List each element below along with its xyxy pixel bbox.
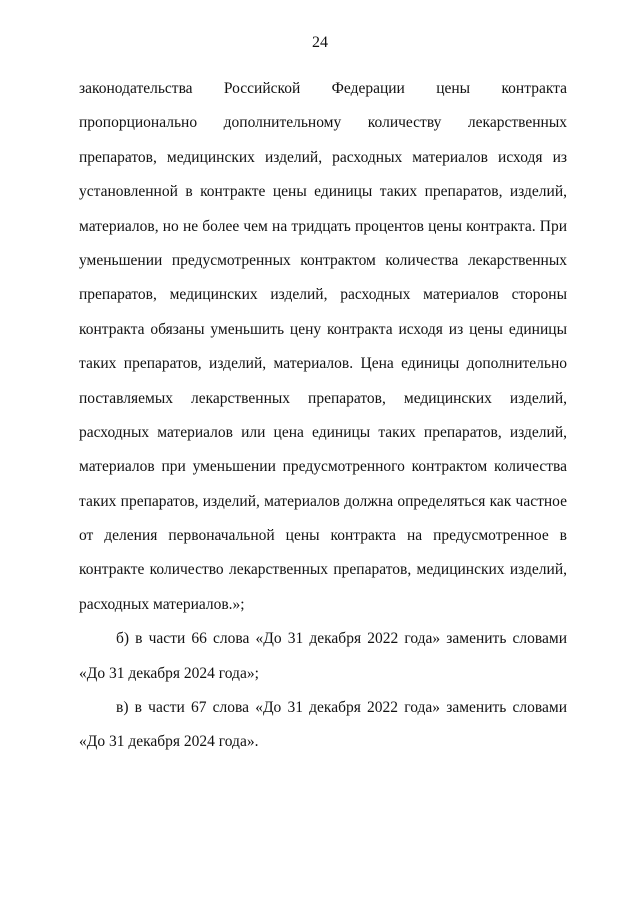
text-line: «До 31 декабря 2024 года». (79, 733, 259, 751)
text-line: препаратов, медицинских изделий, расходных материалов стороны (79, 286, 567, 304)
text-line: уменьшении предусмотренных контрактом количества лекарственных (79, 251, 567, 269)
text-line: материалов при уменьшении предусмотренного контрактом количества (79, 458, 567, 476)
text-line: от деления первоначальной цены контракта на предусмотренное в (79, 527, 567, 545)
text-line: поставляемых лекарственных препаратов, медицинских изделий, (79, 389, 567, 407)
text-line: в) в части 67 слова «До 31 декабря 2022 года» заменить словами (116, 699, 567, 717)
text-line: б) в части 66 слова «До 31 декабря 2022 года» заменить словами (116, 630, 567, 648)
text-line: расходных материалов.»; (79, 595, 245, 613)
text-line: препаратов, медицинских изделий, расходных материалов исходя из (79, 148, 567, 166)
text-line: контракте количество лекарственных препаратов, медицинских изделий, (79, 561, 567, 579)
body-text (79, 72, 567, 760)
text-line: пропорционально дополнительному количеству лекарственных (79, 114, 567, 132)
text-line: «До 31 декабря 2024 года»; (79, 664, 259, 682)
text-line: таких препаратов, изделий, материалов. Цена единицы дополнительно (79, 355, 567, 373)
text-line: законодательства Российской Федерации цены контракта (79, 80, 567, 97)
text-line: установленной в контракте цены единицы таких препаратов, изделий, (79, 183, 567, 201)
text-line: материалов, но не более чем на тридцать процентов цены контракта. При (79, 217, 567, 235)
text-line: таких препаратов, изделий, материалов должна определяться как частное (79, 492, 567, 510)
text-line: расходных материалов или цена единицы таких препаратов, изделий, (79, 423, 567, 441)
text-line: контракта обязаны уменьшить цену контракта исходя из цены единицы (79, 320, 567, 338)
page-number: 24 (312, 34, 328, 51)
